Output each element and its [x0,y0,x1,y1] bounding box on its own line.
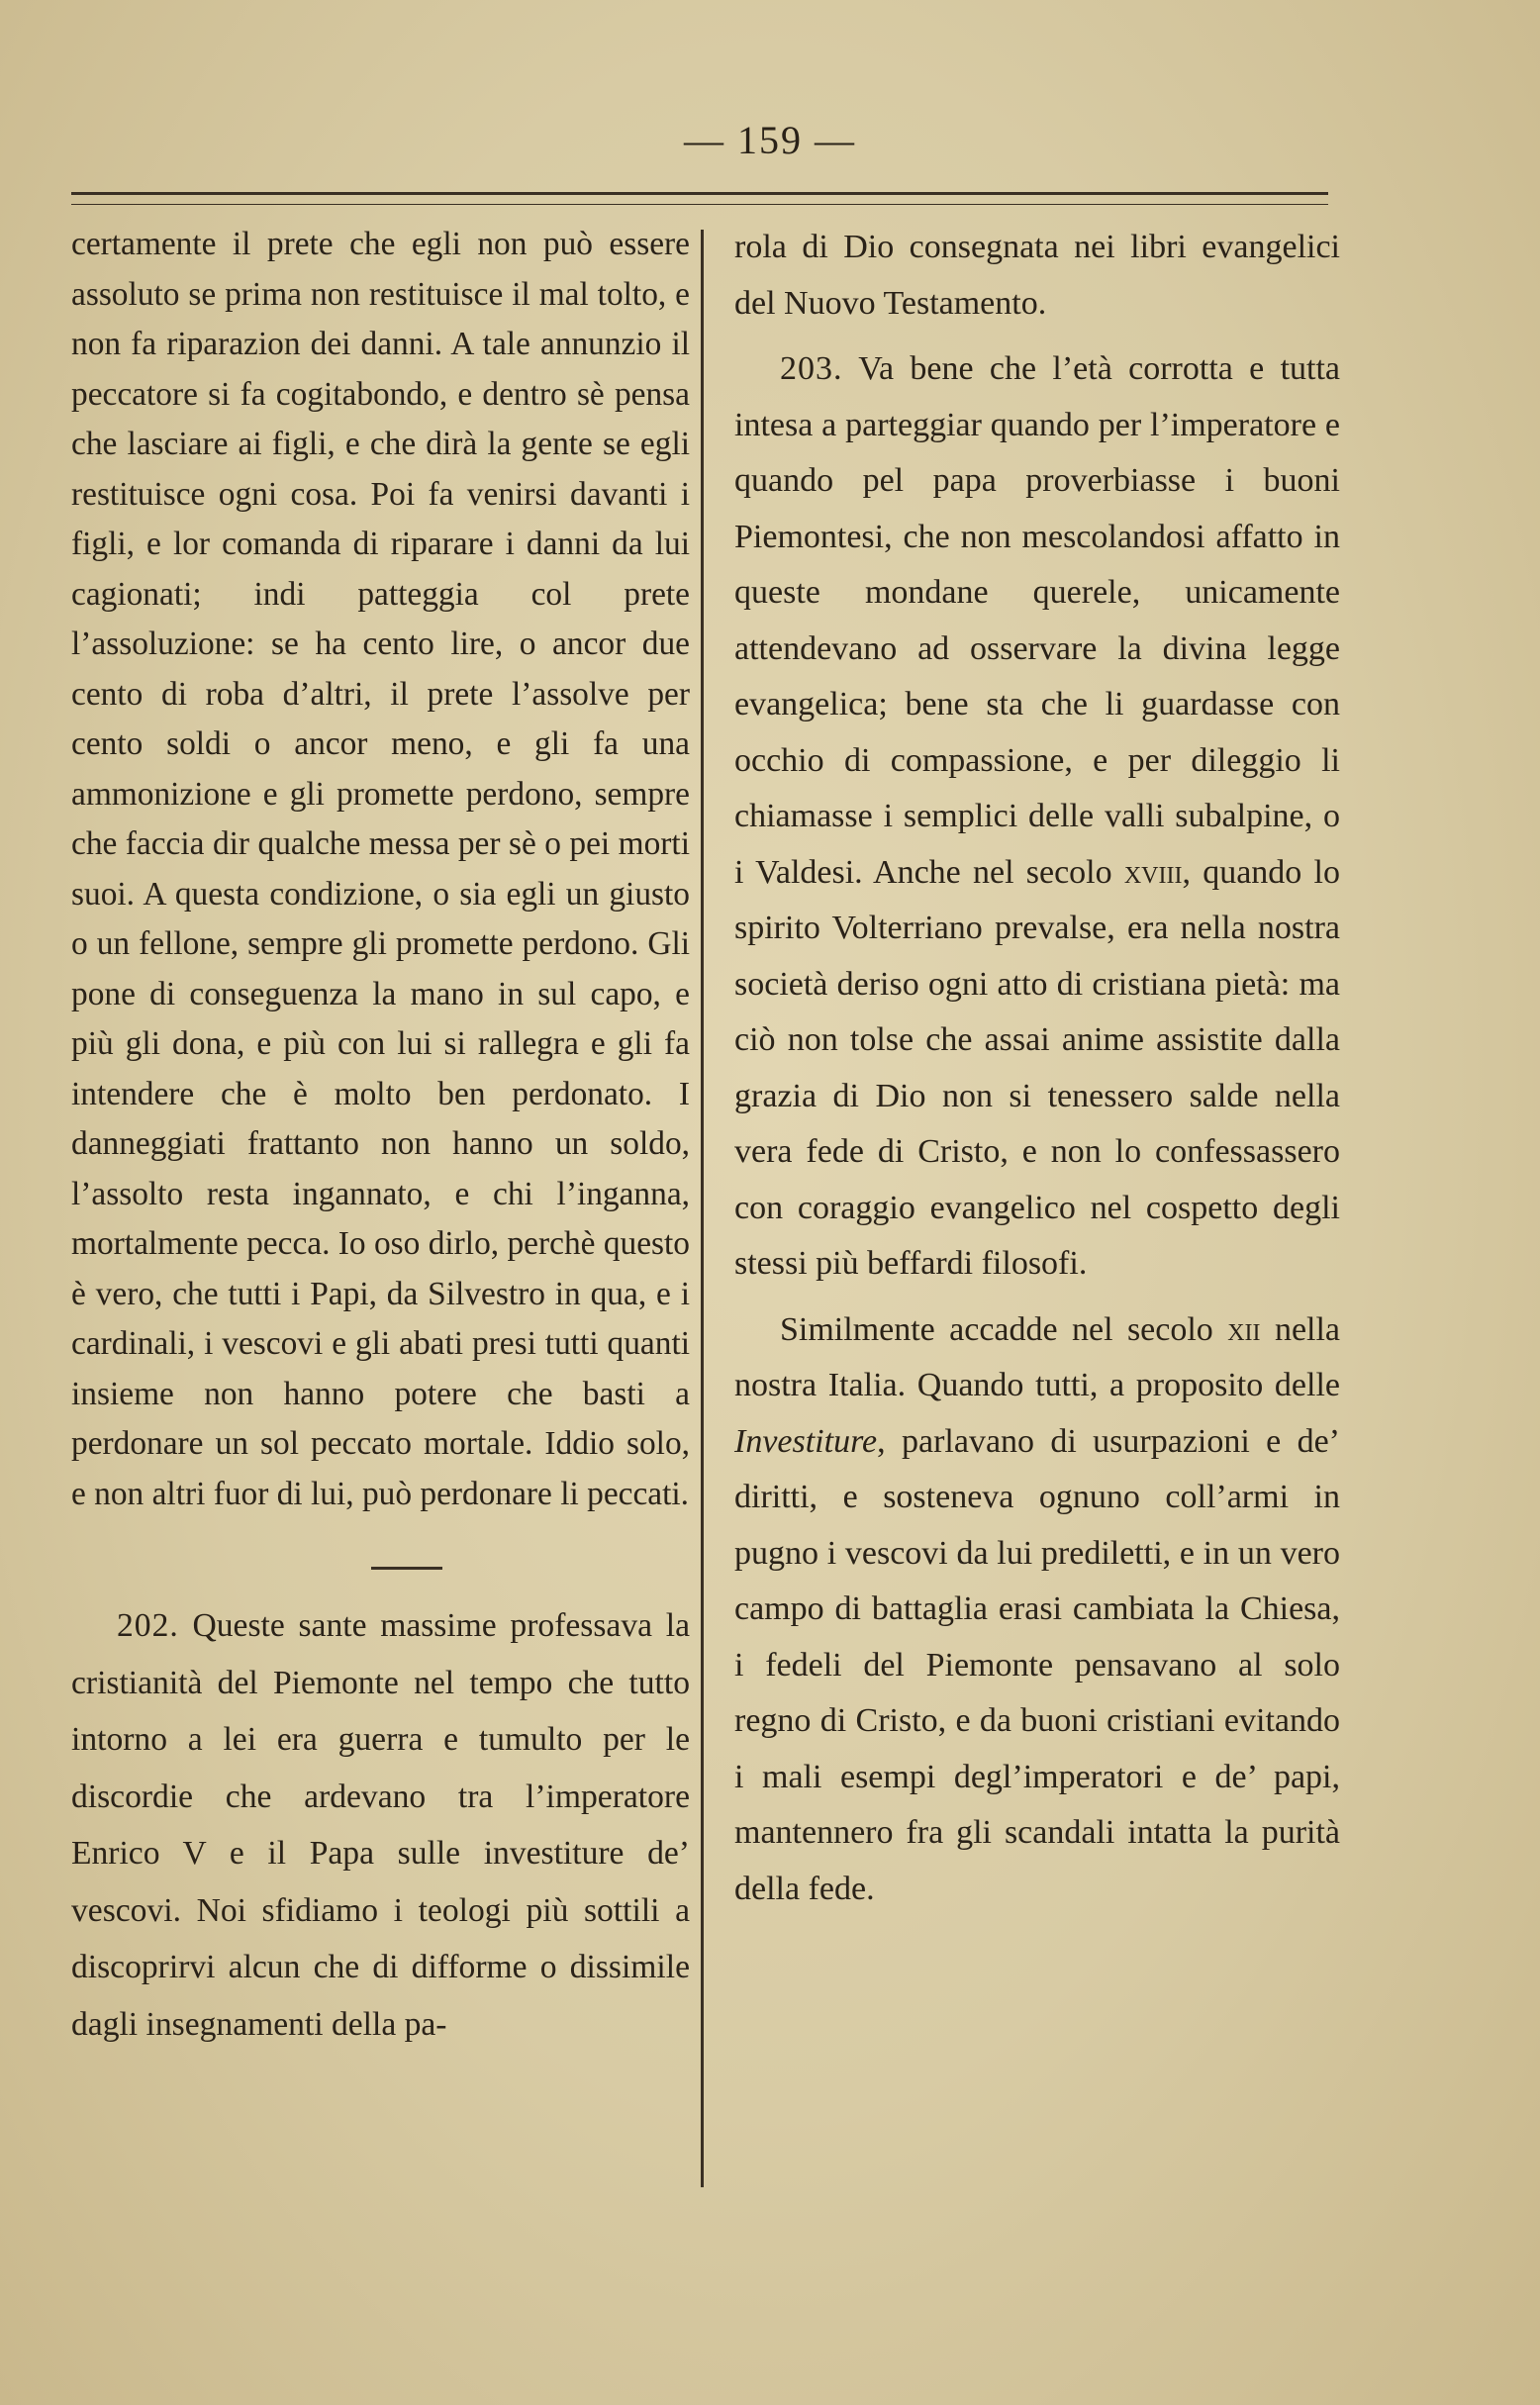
header-double-rule [71,192,1328,205]
page-number: — 159 — [684,118,856,162]
paragraph-number-202: 202. [117,1607,179,1644]
paragraph-204-text-a: Similmente accadde nel secolo [780,1310,1213,1348]
column-divider [701,230,704,2187]
paragraph-202-text: Queste sante massime professava la cristianità del Piemonte nel tempo che tutto intorno a lei era guerra e tumulto per le discordie che ardevano tra l’imperatore Enrico V e il Papa sulle investiture de’ vescovi. Noi sfidiamo i teologi più sottili a discoprirvi alcun che di difforme o dissimile dagli insegnamenti della pa- [71,1607,690,2043]
century-xii: xii [1227,1310,1261,1348]
paragraph-203 [734,341,1340,1293]
section-separator [371,1567,442,1570]
paragraph-204-text-c: , parlavano di usurpazioni e de’ diritti, e sosteneva ognuno coll’armi in pugno i vescovi da lui prediletti, e in un vero campo di battaglia erasi cambiata la Chiesa, i fedeli del Piemonte pensavano al solo regno di Cristo, e da buoni cristiani evitando i mali esempi degl’imperatori e de’ papi, mantennero fra gli scandali intatta la purità della fede. [734,1422,1340,1907]
paragraph-number-203: 203. [780,350,843,387]
paragraph-204 [734,1302,1340,1918]
right-continuation-paragraph: rola di Dio consegnata nei libri evangelici del Nuovo Testamento. [734,229,1340,322]
right-column [734,220,1340,1917]
paragraph-203-text-b: , quando lo spirito Volterriano prevalse, era nella nostra società deriso ogni atto di cristiana pietà: ma ciò non tolse che assai anime assistite dalla grazia di Dio non si tenessero salde nella vera fede di Cristo, e non lo confessassero con coraggio evangelico nel cospetto degli stessi più beffardi filosofi. [734,853,1340,1282]
investiture-italic: Investiture [734,1422,878,1460]
paragraph-202 [71,1597,690,2053]
century-xviii: xviii [1123,853,1183,891]
paragraph-203-text-a: Va bene che l’età corrotta e tutta intesa a parteggiar quando per l’imperatore e quando pel papa proverbiasse i buoni Piemontesi, che non mescolandosi affatto in queste mondane querele, unicamente attendevano ad osservare la divina legge evangelica; bene sta che li guardasse con occhio di compassione, e per dileggio li chiamasse i semplici delle valli subalpine, o i Valdesi. Anche nel secolo [734,350,1341,891]
paragraph-204-text-b: nella nostra Italia. Quando tutti, a proposito delle [734,1310,1341,1403]
left-column [71,220,690,2053]
left-continuation-paragraph: certamente il prete che egli non può essere assoluto se prima non restituisce il mal tolto, e non fa riparazion dei danni. A tale annunzio il peccatore si fa cogitabondo, e dentro sè pensa che lasciare ai figli, e che dirà la gente se egli restituisce ogni cosa. Poi fa venirsi davanti i figli, e lor comanda di riparare i danni da lui cagionati; indi patteggia col prete l’assoluzione: se ha cento lire, o ancor due cento di roba d’altri, il prete l’assolve per cento soldi o ancor meno, e gli fa una ammonizione e gli promette perdono, sempre che faccia dir qualche messa per sè o pei morti suoi. A questa condizione, o sia egli un giusto o un fellone, sempre gli promette perdono. Gli pone di conseguenza la mano in sul capo, e più gli dona, e più con lui si rallegra e gli fa intendere che è molto ben perdonato. I danneggiati frattanto non hanno un soldo, l’assolto resta ingannato, e chi l’inganna, mortalmente pecca. Io oso dirlo, perchè questo è vero, che tutti i Papi, da Silvestro in qua, e i cardinali, i vescovi e gli abati presi tutti quanti insieme non hanno potere che basti a perdonare un sol peccato mortale. Iddio solo, e non altri fuor di lui, può perdonare li peccati. [71,226,690,1512]
